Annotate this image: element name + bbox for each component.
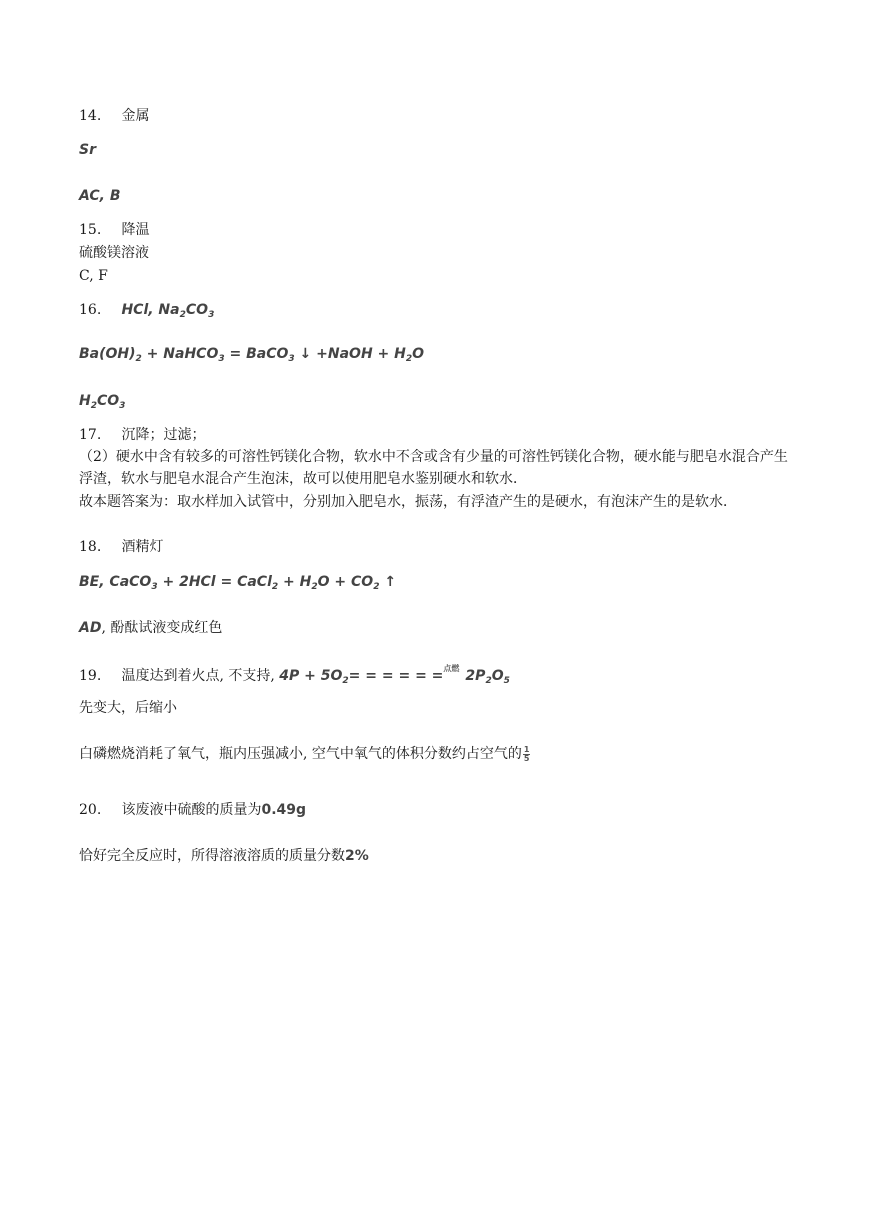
answer-17 <box>79 425 205 445</box>
subscript: 2 <box>485 676 492 686</box>
subscript: 2 <box>405 354 413 364</box>
formula-part: BE, CaCO <box>79 574 152 590</box>
answer-text: 沉降；过滤； <box>121 427 206 443</box>
formula-part: = BaCO <box>224 346 289 362</box>
formula-part: CO <box>96 393 120 409</box>
answer-18-equation <box>79 572 396 592</box>
answer-16-formula-3 <box>79 391 125 411</box>
answer-text: 温度达到着火点, 不支持, <box>121 668 280 684</box>
question-number: 20. <box>79 802 102 818</box>
answer-text: 酒精灯 <box>121 539 164 555</box>
subscript: 2 <box>90 401 97 411</box>
answer-value: 2% <box>345 848 369 864</box>
answer-text: 白磷燃烧消耗了氧气，瓶内压强减小, 空气中氧气的体积分数约占空气的 <box>79 746 522 762</box>
subscript: 5 <box>503 676 510 686</box>
chemical-equation <box>279 664 510 686</box>
answer-19-line-3 <box>79 744 530 764</box>
answer-value: 0.49g <box>261 802 307 818</box>
formula-part: 4P + 5O <box>279 668 343 684</box>
subscript: 3 <box>288 354 295 364</box>
answer-19 <box>79 666 510 686</box>
formula: AC, B <box>79 188 121 204</box>
answer-14-formula-1 <box>79 140 96 160</box>
answer-14 <box>79 106 149 126</box>
subscript: 2 <box>271 582 279 592</box>
subscript: 2 <box>373 582 380 592</box>
answer-text: , 酚酞试液变成红色 <box>101 620 223 636</box>
answer-18-line-3 <box>79 618 222 638</box>
subscript: 2 <box>342 676 349 686</box>
question-number: 19. <box>79 668 102 684</box>
subscript: 3 <box>119 401 126 411</box>
formula-part: O <box>412 346 425 362</box>
answer-text: 该废液中硫酸的质量为 <box>121 802 262 818</box>
subscript: 2 <box>311 582 318 592</box>
answer-text: 恰好完全反应时，所得溶液溶质的质量分数 <box>79 848 345 864</box>
formula-part: H <box>79 393 91 409</box>
formula-part: + 2HCl = CaCl <box>157 574 272 590</box>
formula-part: ↑ <box>379 574 397 590</box>
answer-17-paragraph-1: （2）硬水中含有较多的可溶性钙镁化合物，软水中不含或含有少量的可溶性钙镁化合物，硬水能与肥皂水混合产生浮渣，软水与肥皂水混合产生泡沫，故可以使用肥皂水鉴别硬水和软水． <box>79 449 788 487</box>
answer-15 <box>79 220 149 240</box>
answer-19-line-2: 先变大，后缩小 <box>79 700 177 716</box>
answer-20 <box>79 800 306 820</box>
answer-18 <box>79 537 163 557</box>
answer-20-line-2 <box>79 846 369 866</box>
question-number: 14. <box>79 108 102 124</box>
fraction <box>523 746 531 763</box>
answer-16 <box>79 300 214 320</box>
question-number: 16. <box>79 302 102 318</box>
question-number: 15. <box>79 222 102 238</box>
answer-15-line-3: C, F <box>79 268 108 284</box>
formula: Sr <box>79 142 96 158</box>
formula-part: ↓ +NaOH + H <box>294 346 406 362</box>
subscript: 3 <box>218 354 225 364</box>
fraction-numerator: 1 <box>523 744 530 754</box>
question-number: 18. <box>79 539 102 555</box>
answer-text: 降温 <box>121 222 150 238</box>
answer-14-formula-2 <box>79 186 121 206</box>
chemical-equation <box>79 574 396 590</box>
formula-part: = = = = = = <box>348 668 444 684</box>
formula: AD <box>79 620 102 636</box>
formula-part: 2P <box>465 668 486 684</box>
formula-part: + H <box>278 574 312 590</box>
subscript: 3 <box>208 310 215 320</box>
formula-part: Ba(OH) <box>79 346 136 362</box>
subscript: 3 <box>151 582 158 592</box>
answer-text: 金属 <box>121 108 150 124</box>
formula-part: HCl, Na <box>121 302 180 318</box>
answer-17-paragraph-2: 故本题答案为：取水样加入试管中，分别加入肥皂水，振荡，有浮渣产生的是硬水，有泡沫产生的是软水． <box>79 494 737 510</box>
condition-label: 点燃 <box>443 664 460 673</box>
answer-16-equation <box>79 344 424 364</box>
answer-15-line-2: 硫酸镁溶液 <box>79 245 149 261</box>
subscript: 2 <box>179 310 186 320</box>
fraction-denominator: 5 <box>523 753 530 763</box>
formula-part: O <box>491 668 504 684</box>
reaction-condition <box>443 666 465 686</box>
formula-part: + NaHCO <box>141 346 219 362</box>
formula-part: O + CO <box>317 574 374 590</box>
question-number: 17. <box>79 427 102 443</box>
formula <box>79 393 125 409</box>
subscript: 2 <box>135 354 142 364</box>
formula <box>121 302 214 318</box>
chemical-equation <box>79 346 424 362</box>
formula-part: CO <box>185 302 209 318</box>
